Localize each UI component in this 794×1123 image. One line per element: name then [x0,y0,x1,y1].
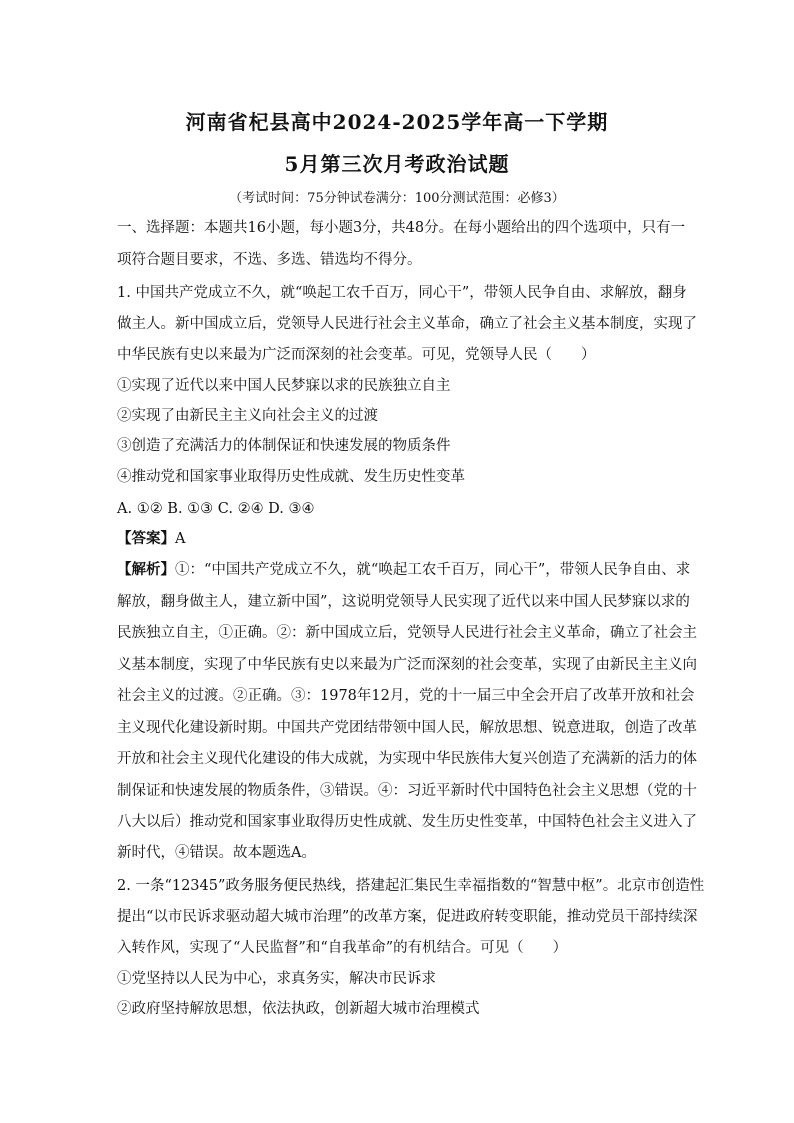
answer-tag: 【答案】 [117,530,175,547]
answer-value: A [175,531,186,547]
q1-analysis-line-4: 义基本制度，实现了中华民族有史以来最为广泛而深刻的社会变革，实现了由新民主主义向 [117,657,697,673]
q1-analysis-line-2: 解放，翻身做主人，建立新中国”，这说明党领导人民实现了近代以来中国人民梦寐以求的 [117,594,690,610]
exam-meta-info: （考试时间：75分钟试卷满分：100分测试范围：必修3） [229,191,565,206]
analysis-tag: 【解析】 [117,561,175,578]
q1-answer [117,529,677,549]
q2-option-2: ②政府坚持解放思想，依法执政，创新超大城市治理模式 [117,1001,480,1017]
q1-stem-line-3: 中华民族有史以来最为广泛而深刻的社会变革。可见，党领导人民（ ） [117,347,596,363]
q2-stem-line-2: 提出“以市民诉求驱动超大城市治理”的改革方案，促进政府转变职能，推动党员干部持续深 [117,909,698,925]
document-title-line-2: 5月第三次月考政治试题 [284,152,510,176]
q2-stem-line-1: 2. 一条“12345”政务服务便民热线，搭建起汇集民生幸福指数的“智慧中枢”。北京市创造性 [117,878,705,894]
q1-stem-line-2: 做主人。新中国成立后，党领导人民进行社会主义革命，确立了社会主义基本制度，实现了 [117,316,697,332]
analysis-text: ①：“中国共产党成立不久，就“唤起工农千百万，同心干”，带领人民争自由、求 [175,562,691,578]
q1-analysis-line-6: 主义现代化建设新时期。中国共产党团结带领中国人民，解放思想、锐意进取，创造了改革 [117,720,697,736]
q1-option-4: ④推动党和国家事业取得历史性成就、发生历史性变革 [117,469,465,485]
q1-option-2: ②实现了由新民主主义向社会主义的过渡 [117,408,378,424]
q1-analysis-line-9: 八大以后）推动党和国家事业取得历史性成就、发生历史性变革，中国特色社会主义进入了 [117,814,697,830]
q1-analysis-line-8: 制保证和快速发展的物质条件，③错误。④：习近平新时代中国特色社会主义思想（党的十 [117,783,697,799]
q1-analysis-line-1 [117,560,691,580]
q1-analysis-line-7: 开放和社会主义现代化建设的伟大成就，为实现中华民族伟大复兴创造了充满新的活力的体 [117,751,697,767]
q1-option-1: ①实现了近代以来中国人民梦寐以求的民族独立自主 [117,378,451,394]
q1-analysis-line-10: 新时代，④错误。故本题选A。 [117,845,316,861]
document-title-line-1: 河南省杞县高中2024-2025学年高一下学期 [185,110,609,134]
section-intro-line-1: 一、选择题：本题共16小题，每小题3分，共48分。在每小题给出的四个选项中，只有一 [117,220,686,236]
q1-option-3: ③创造了充满活力的体制保证和快速发展的物质条件 [117,438,451,454]
q1-analysis-line-3: 民族独立自主，①正确。②：新中国成立后，党领导人民进行社会主义革命，确立了社会主 [117,625,697,641]
q2-stem-line-3: 入转作风，实现了“人民监督”和“自我革命”的有机结合。可见（ ） [117,940,568,956]
q1-stem-line-1: 1. 中国共产党成立不久，就“唤起工农千百万，同心干”，带领人民争自由、求解放，翻身 [117,285,687,301]
q2-option-1: ①党坚持以人民为中心，求真务实，解决市民诉求 [117,971,436,987]
section-intro-line-2: 项符合题目要求，不选、多选、错选均不得分。 [117,252,422,268]
q1-analysis-line-5: 社会主义的过渡。②正确。③：1978年12月，党的十一届三中全会开启了改革开放和社会 [117,688,695,704]
q1-choices: A. ①② B. ①③ C. ②④ D. ③④ [117,501,315,517]
